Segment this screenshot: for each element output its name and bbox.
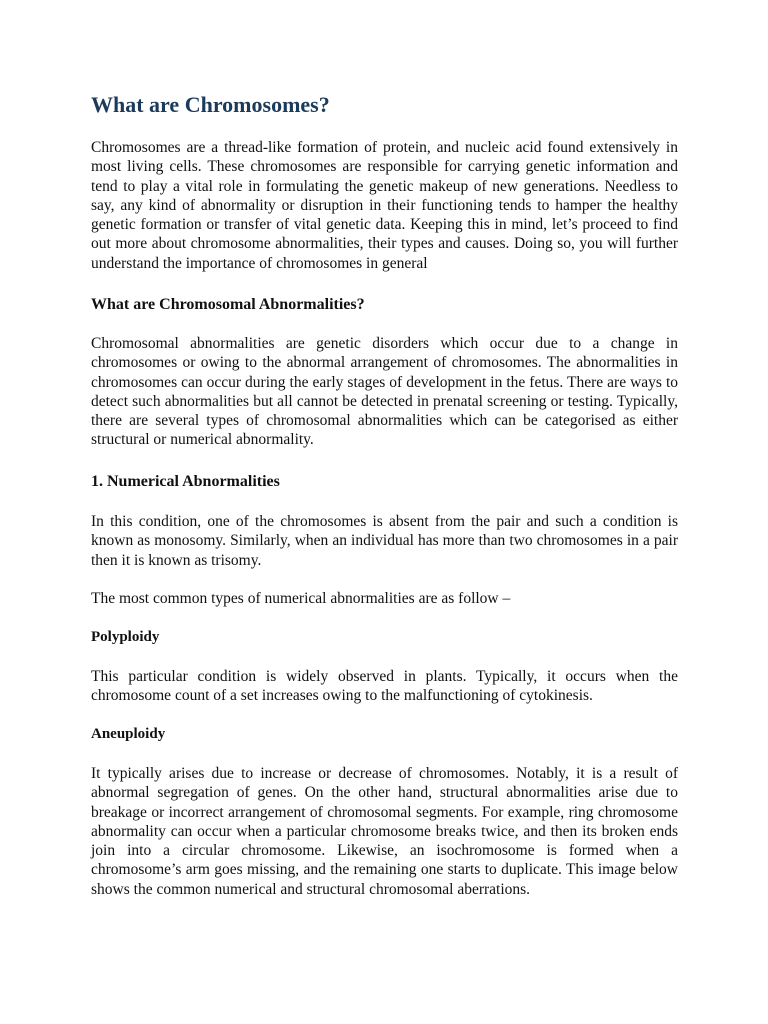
subheading-polyploidy: Polyploidy [91, 629, 160, 645]
section-heading-abnormalities: What are Chromosomal Abnormalities? [91, 296, 365, 313]
common-types-paragraph: The most common types of numerical abnormalities are as follow – [91, 590, 511, 607]
intro-paragraph: Chromosomes are a thread-like formation of protein, and nucleic acid found extensively in most living cells. These chromosomes are responsible for carrying genetic information and tend to play a vital role in formulating the genetic makeup of new generations. Needless to say, any kind of abnormality or disruption in their functioning tends to hamper the healthy genetic formation or transfer of vital genetic data. Keeping this in mind, let’s proceed to find out more about chromosome abnormalities, their types and causes. Doing so, you will further understand the importance of chromosomes in general [91, 139, 678, 272]
section-heading-numerical: 1. Numerical Abnormalities [91, 473, 280, 490]
page-title: What are Chromosomes? [91, 92, 330, 117]
aneuploidy-paragraph: It typically arises due to increase or decrease of chromosomes. Notably, it is a result of abnormal segregation of genes. On the other hand, structural abnormalities arise due to breakage or incorrect arrangement of chromosomal segments. For example, ring chromosome abnormality can occur when a particular chromosome breaks twice, and then its broken ends join into a circular chromosome. Likewise, an isochromosome is formed when a chromosome’s arm goes missing, and the remaining one starts to duplicate. This image below shows the common numerical and structural chromosomal aberrations. [91, 765, 678, 898]
polyploidy-paragraph: This particular condition is widely observed in plants. Typically, it occurs when the chromosome count of a set increases owing to the malfunctioning of cytokinesis. [91, 668, 678, 705]
subheading-aneuploidy: Aneuploidy [91, 726, 166, 742]
numerical-paragraph: In this condition, one of the chromosomes is absent from the pair and such a condition is known as monosomy. Similarly, when an individual has more than two chromosomes in a pair then it is known as trisomy. [91, 513, 678, 569]
abnormalities-paragraph: Chromosomal abnormalities are genetic disorders which occur due to a change in chromosomes or owing to the abnormal arrangement of chromosomes. The abnormalities in chromosomes can occur during the early stages of development in the fetus. There are ways to detect such abnormalities but all cannot be detected in prenatal screening or testing. Typically, there are several types of chromosomal abnormalities which can be categorised as either structural or numerical abnormality. [91, 335, 678, 449]
